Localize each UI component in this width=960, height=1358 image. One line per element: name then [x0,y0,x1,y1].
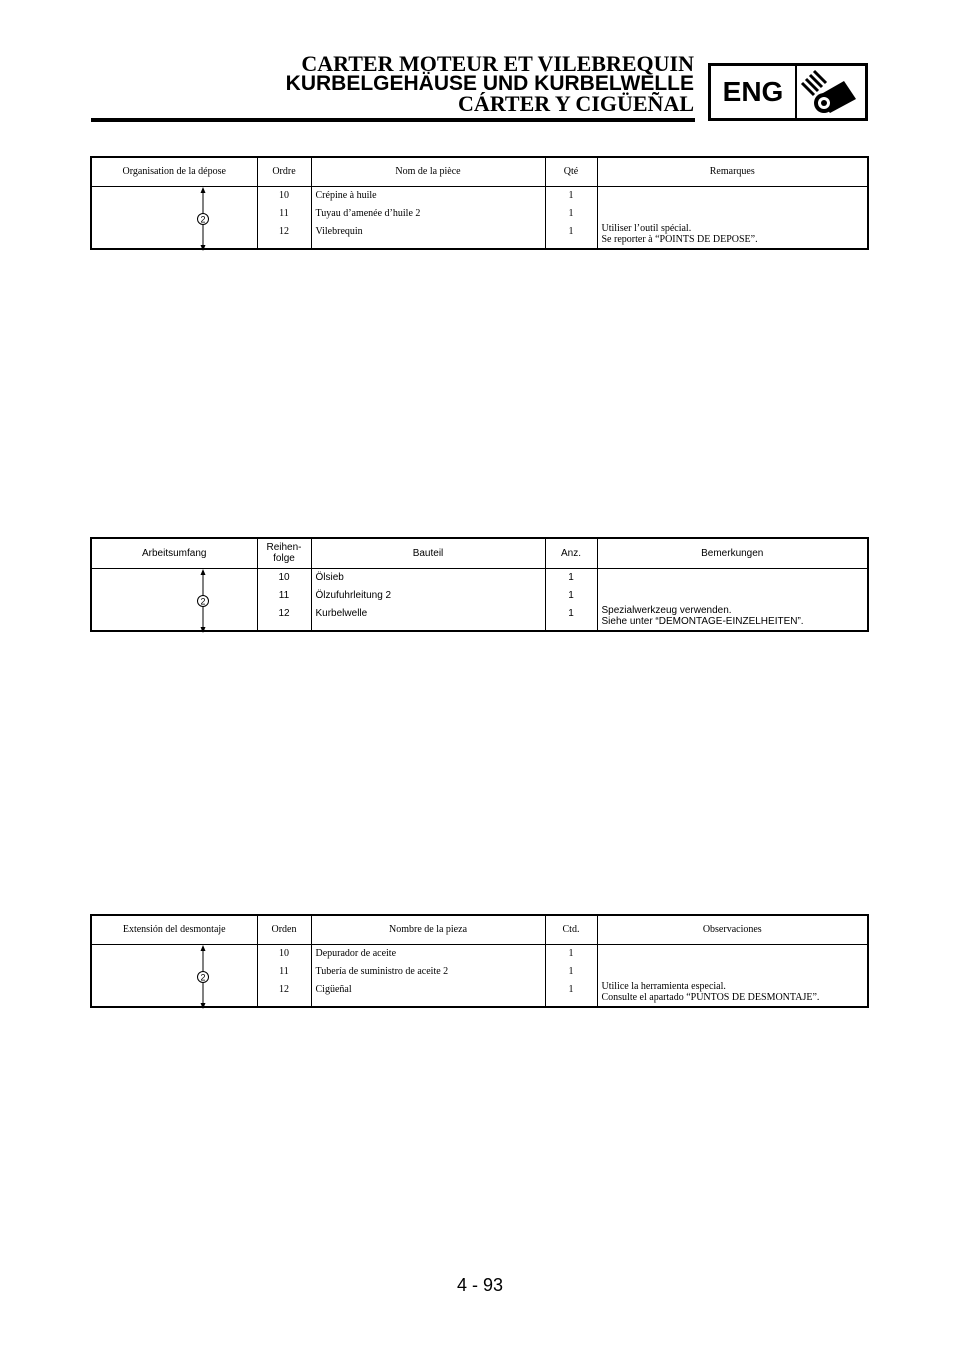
qty-column [545,568,597,631]
order-cell: 12 [278,607,290,619]
qty-cell: 1 [568,207,574,219]
order-cell: 11 [279,207,289,219]
section-title [285,51,694,116]
remark-line: Siehe unter “DEMONTAGE-EINZELHEITEN”. [601,615,804,627]
name-cell: Crépine à huile [315,189,377,201]
header-order: Ordre [257,157,311,186]
scope-cell [91,944,257,1007]
name-cell: Cigüeñal [315,983,352,995]
remarks-cell [597,186,868,249]
order-cell: 10 [279,947,289,959]
header-order: Reihen- folge [257,538,311,568]
order-cell: 11 [279,965,289,977]
group-label: 2 [200,972,206,982]
order-column [257,568,311,631]
header-remarks: Bemerkungen [597,538,868,568]
remarks-cell [597,568,868,631]
remark-line: Se reporter à “POINTS DE DEPOSE”. [601,233,758,245]
qty-cell: 1 [568,607,574,619]
order-column [257,944,311,1007]
scope-bracket-icon [192,187,214,251]
header-name: Nombre de la pieza [311,915,545,944]
qty-column [545,944,597,1007]
header-rule [91,118,695,122]
name-cell: Tubería de suministro de aceite 2 [315,965,449,977]
section-badge [708,63,868,121]
qty-column [545,186,597,249]
scope-cell [91,568,257,631]
header-name: Nom de la pièce [311,157,545,186]
order-cell: 10 [279,189,289,201]
header-qty: Qté [545,157,597,186]
scope-cell [91,186,257,249]
name-cell: Kurbelwelle [315,607,368,619]
order-cell: 12 [279,983,289,995]
header-scope: Extensión del desmontaje [91,915,257,944]
group-label: 2 [200,214,206,224]
remark-line: Utilice la herramienta especial. [601,980,726,992]
qty-cell: 1 [568,983,574,995]
order-cell: 11 [278,589,290,601]
order-cell: 12 [279,225,289,237]
scope-bracket-icon [192,569,214,633]
name-column [311,944,545,1007]
parts-table-spanish [90,914,869,1008]
engine-icon [797,66,865,118]
header-name: Bauteil [311,538,545,568]
remark-line: Utiliser l’outil spécial. [601,222,692,234]
name-cell: Depurador de aceite [315,947,397,959]
name-cell: Ölsieb [315,571,344,583]
qty-cell: 1 [568,589,574,601]
name-column [311,186,545,249]
header-remarks: Observaciones [597,915,868,944]
page-number: 4 - 93 [456,1275,504,1295]
remarks-cell [597,944,868,1007]
badge-label: ENG [711,66,797,118]
header-order: Orden [257,915,311,944]
header-qty: Anz. [545,538,597,568]
scope-bracket-icon [192,945,214,1009]
title-french: CARTER MOTEUR ET VILEBREQUIN [301,51,694,76]
group-label: 2 [200,596,206,606]
qty-cell: 1 [568,571,574,583]
remark-line: Consulte el apartado “PUNTOS DE DESMONTAJE”. [601,991,820,1003]
qty-cell: 1 [568,947,574,959]
header-qty: Ctd. [545,915,597,944]
parts-table-german [90,537,869,632]
header-scope: Arbeitsumfang [91,538,257,568]
qty-cell: 1 [568,225,574,237]
qty-cell: 1 [568,189,574,201]
name-cell: Tuyau d’amenée d’huile 2 [315,207,421,219]
name-cell: Ölzufuhrleitung 2 [315,589,392,601]
header-scope: Organisation de la dépose [91,157,257,186]
parts-table-french [90,156,869,250]
qty-cell: 1 [568,965,574,977]
title-spanish: CÁRTER Y CIGÜEÑAL [458,91,694,116]
order-column [257,186,311,249]
name-column [311,568,545,631]
remark-line: Spezialwerkzeug verwenden. [601,604,732,616]
header-remarks: Remarques [597,157,868,186]
title-german: KURBELGEHÄUSE UND KURBELWELLE [285,72,694,95]
order-cell: 10 [278,571,290,583]
name-cell: Vilebrequin [315,225,363,237]
